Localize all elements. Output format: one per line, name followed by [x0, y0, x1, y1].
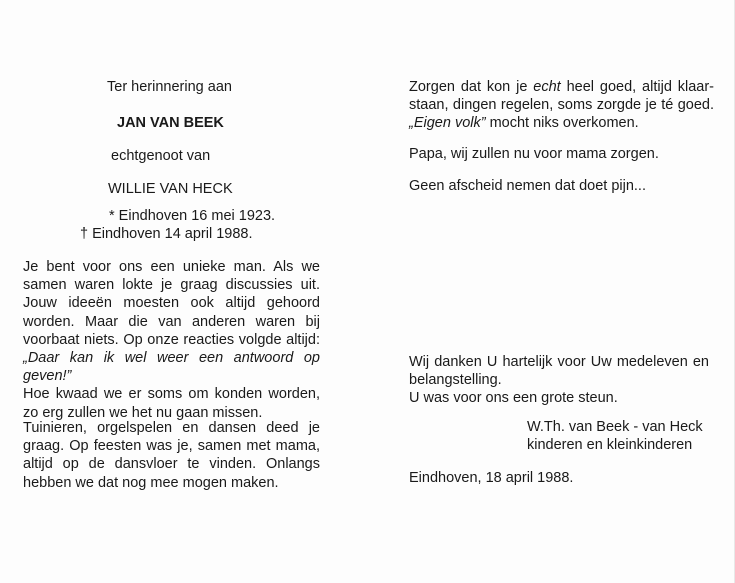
thanks-text: Wij danken U hartelijk voor Uw medeleven en belangstelling. — [409, 354, 709, 389]
paragraph-caring — [409, 78, 714, 133]
caring-quote: „Eigen volk” — [409, 115, 486, 132]
place-date: Eindhoven, 18 april 1988. — [409, 470, 574, 486]
caring-text-c: mocht niks overkomen. — [489, 115, 639, 132]
deceased-name: JAN VAN BEEK — [117, 115, 224, 131]
caring-text-b: heel goed, altijd klaar-staan, dingen regelen, soms zorgde je té goed. — [409, 79, 715, 114]
spouse-name: WILLIE VAN HECK — [108, 181, 233, 197]
caring-text-a: Zorgen dat kon je — [409, 79, 528, 95]
spouse-intro: echtgenoot van — [111, 148, 211, 164]
paragraph-personality — [23, 258, 320, 422]
paragraph-papa: Papa, wij zullen nu voor mama zorgen. — [409, 146, 659, 162]
death-line: † Eindhoven 14 april 1988. — [80, 226, 253, 242]
caring-emphasis: echt — [533, 79, 561, 95]
signature-line-2: kinderen en kleinkinderen — [527, 437, 693, 453]
support-text: U was voor ons een grote steun. — [409, 390, 618, 406]
paragraph-personality-text: Je bent voor ons een unieke man. Als we samen waren lokte je graag discussies uit. Jouw ideeën moesten ook altijd gehoord worden. Maar die van anderen waren bij voorbaat niets. Op onze reacties volgde altijd: — [23, 259, 320, 348]
paragraph-farewell: Geen afscheid nemen dat doet pijn... — [409, 178, 646, 194]
intro-text: Ter herinnering aan — [107, 79, 232, 95]
paragraph-missing-text: Hoe kwaad we er soms om konden worden, zo erg zullen we het nu gaan missen. — [23, 386, 320, 421]
quote-answer: „Daar kan ik wel weer een antwoord op geven!” — [23, 350, 320, 385]
birth-line: * Eindhoven 16 mei 1923. — [109, 208, 276, 224]
paragraph-hobbies: Tuinieren, orgelspelen en dansen deed je graag. Op feesten was je, samen met mama, altijd op de dansvloer te vinden. Onlangs hebben we dat nog mee mogen maken. — [23, 420, 320, 491]
signature-line-1: W.Th. van Beek - van Heck — [527, 419, 703, 435]
